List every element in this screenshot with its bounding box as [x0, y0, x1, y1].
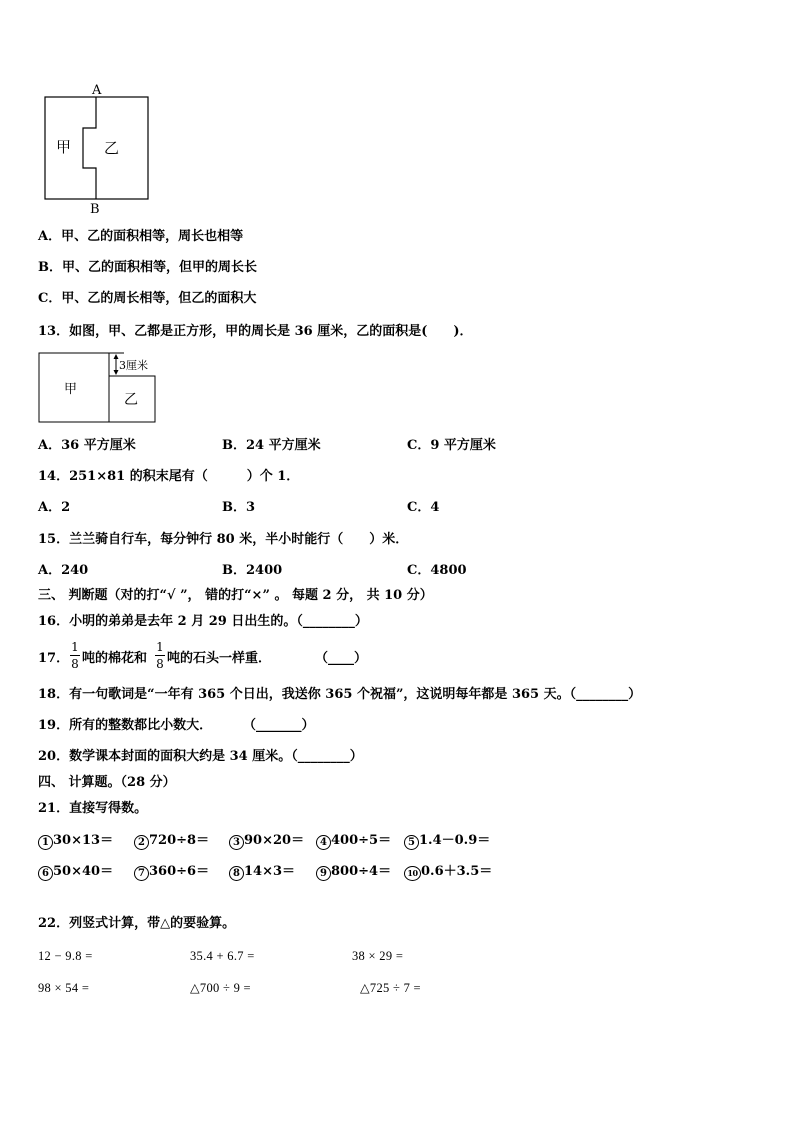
circled-number: 4 — [316, 835, 331, 850]
q21-expr: 400÷5＝ — [331, 833, 392, 848]
q22-problem-6: △725 ÷ 7 = — [360, 981, 421, 995]
q17-paren: （____） — [315, 651, 368, 666]
q20 — [38, 749, 363, 765]
q17-tail: 吨的石头一样重． — [167, 651, 272, 666]
q21-item-7 — [134, 864, 209, 881]
q16-text: 16．小明的弟弟是去年 2 月 29 日出生的。（ — [38, 614, 303, 629]
q18 — [38, 687, 641, 703]
q12-option-a: A．甲、乙的面积相等，周长也相等 — [38, 229, 244, 244]
q14-option-c: C．4 — [407, 500, 440, 515]
figure-q12 — [38, 80, 158, 220]
q21-expr: 1.4－0.9＝ — [419, 833, 491, 848]
q15-option-a: A．240 — [38, 563, 89, 578]
q17-mid: 吨的棉花和 — [82, 651, 148, 666]
q12-option-b: B．甲、乙的面积相等，但甲的周长长 — [38, 260, 257, 275]
circled-number: 6 — [38, 866, 53, 881]
circled-number: 7 — [134, 866, 149, 881]
q15-option-c: C．4800 — [407, 563, 467, 578]
q13-question: 13．如图，甲、乙都是正方形，甲的周长是 36 厘米，乙的面积是( )． — [38, 324, 473, 339]
q18-close: ） — [628, 687, 642, 702]
q14-option-b: B．3 — [222, 500, 256, 515]
section-3-heading: 三、 判断题（对的打“√ ”， 错的打“×” 。 每题 2 分， 共 10 分） — [38, 588, 433, 603]
q20-close: ） — [349, 749, 363, 764]
label-b: B — [90, 202, 100, 217]
q17-frac2-den: 8 — [156, 657, 164, 671]
figure-q13 — [36, 350, 166, 425]
label-yi: 乙 — [104, 139, 120, 157]
q21-expr: 90×20＝ — [244, 833, 305, 848]
q22-problem-4: 98 × 54 = — [38, 981, 90, 995]
q20-blank: ________ — [297, 749, 350, 764]
circled-number: 5 — [404, 835, 419, 850]
q22-problem-2: 35.4 + 6.7 = — [190, 949, 255, 963]
q16-close: ） — [354, 614, 368, 629]
q19-paren: （_______） — [243, 718, 315, 733]
q17-frac1-den: 8 — [71, 657, 79, 671]
q17-frac1-num: 1 — [71, 640, 79, 654]
q17-fraction-2 — [155, 640, 165, 671]
circled-number: 10 — [404, 866, 421, 881]
q21-expr: 720÷8＝ — [149, 833, 210, 848]
q17-fraction-1 — [70, 640, 80, 671]
q17-frac2-num: 1 — [156, 640, 164, 654]
q21-expr: 50×40＝ — [53, 864, 114, 879]
q22-problem-1: 12 − 9.8 = — [38, 949, 93, 963]
q22-problem-3: 38 × 29 = — [352, 949, 404, 963]
q21-item-2 — [134, 833, 209, 850]
label-a: A — [92, 83, 102, 98]
q14-option-a: A．2 — [38, 500, 71, 515]
label-3cm: 3厘米 — [119, 359, 148, 372]
q21-item-4 — [316, 833, 391, 850]
q15-option-b: B．2400 — [222, 563, 283, 578]
label-yi-2: 乙 — [124, 392, 138, 408]
q21-title: 21．直接写得数。 — [38, 801, 148, 816]
q21-expr: 14×3＝ — [244, 864, 296, 879]
q12-option-c: C．甲、乙的周长相等，但乙的面积大 — [38, 291, 257, 306]
q21-item-8 — [229, 864, 295, 881]
q22-problem-5: △700 ÷ 9 = — [190, 981, 251, 995]
q21-item-5 — [404, 833, 490, 850]
circled-number: 8 — [229, 866, 244, 881]
q13-option-a: A．36 平方厘米 — [38, 438, 136, 453]
q18-blank: ________ — [576, 687, 629, 702]
q17-number: 17． — [38, 651, 70, 666]
circled-number: 1 — [38, 835, 53, 850]
q21-item-3 — [229, 833, 304, 850]
label-jia: 甲 — [56, 138, 72, 156]
label-jia-2: 甲 — [64, 382, 78, 397]
q16 — [38, 614, 368, 630]
circled-number: 9 — [316, 866, 331, 881]
q14-question: 14．251×81 的积末尾有（ ）个 1． — [38, 469, 300, 484]
q21-expr: 360÷6＝ — [149, 864, 210, 879]
q16-blank: ________ — [302, 614, 355, 629]
circled-number: 2 — [134, 835, 149, 850]
q21-item-1 — [38, 833, 113, 850]
circled-number: 3 — [229, 835, 244, 850]
q20-text: 20．数学课本封面的面积大约是 34 厘米。（ — [38, 749, 298, 764]
q21-item-10 — [404, 864, 492, 881]
section-4-heading: 四、 计算题。（28 分） — [38, 775, 176, 790]
q19-text: 19．所有的整数都比小数大． — [38, 718, 213, 733]
q21-expr: 0.6＋3.5＝ — [421, 864, 493, 879]
q21-item-6 — [38, 864, 113, 881]
q15-question: 15．兰兰骑自行车，每分钟行 80 米，半小时能行（ ）米． — [38, 532, 409, 547]
q18-text: 18．有一句歌词是“一年有 365 个日出，我送你 365 个祝福”，这说明每年都是 365 天。（ — [38, 687, 577, 702]
q21-expr: 30×13＝ — [53, 833, 114, 848]
q13-option-b: B．24 平方厘米 — [222, 438, 321, 453]
q21-expr: 800÷4＝ — [331, 864, 392, 879]
q21-item-9 — [316, 864, 391, 881]
q13-option-c: C．9 平方厘米 — [407, 438, 496, 453]
q22-title: 22．列竖式计算，带△的要验算。 — [38, 916, 236, 931]
